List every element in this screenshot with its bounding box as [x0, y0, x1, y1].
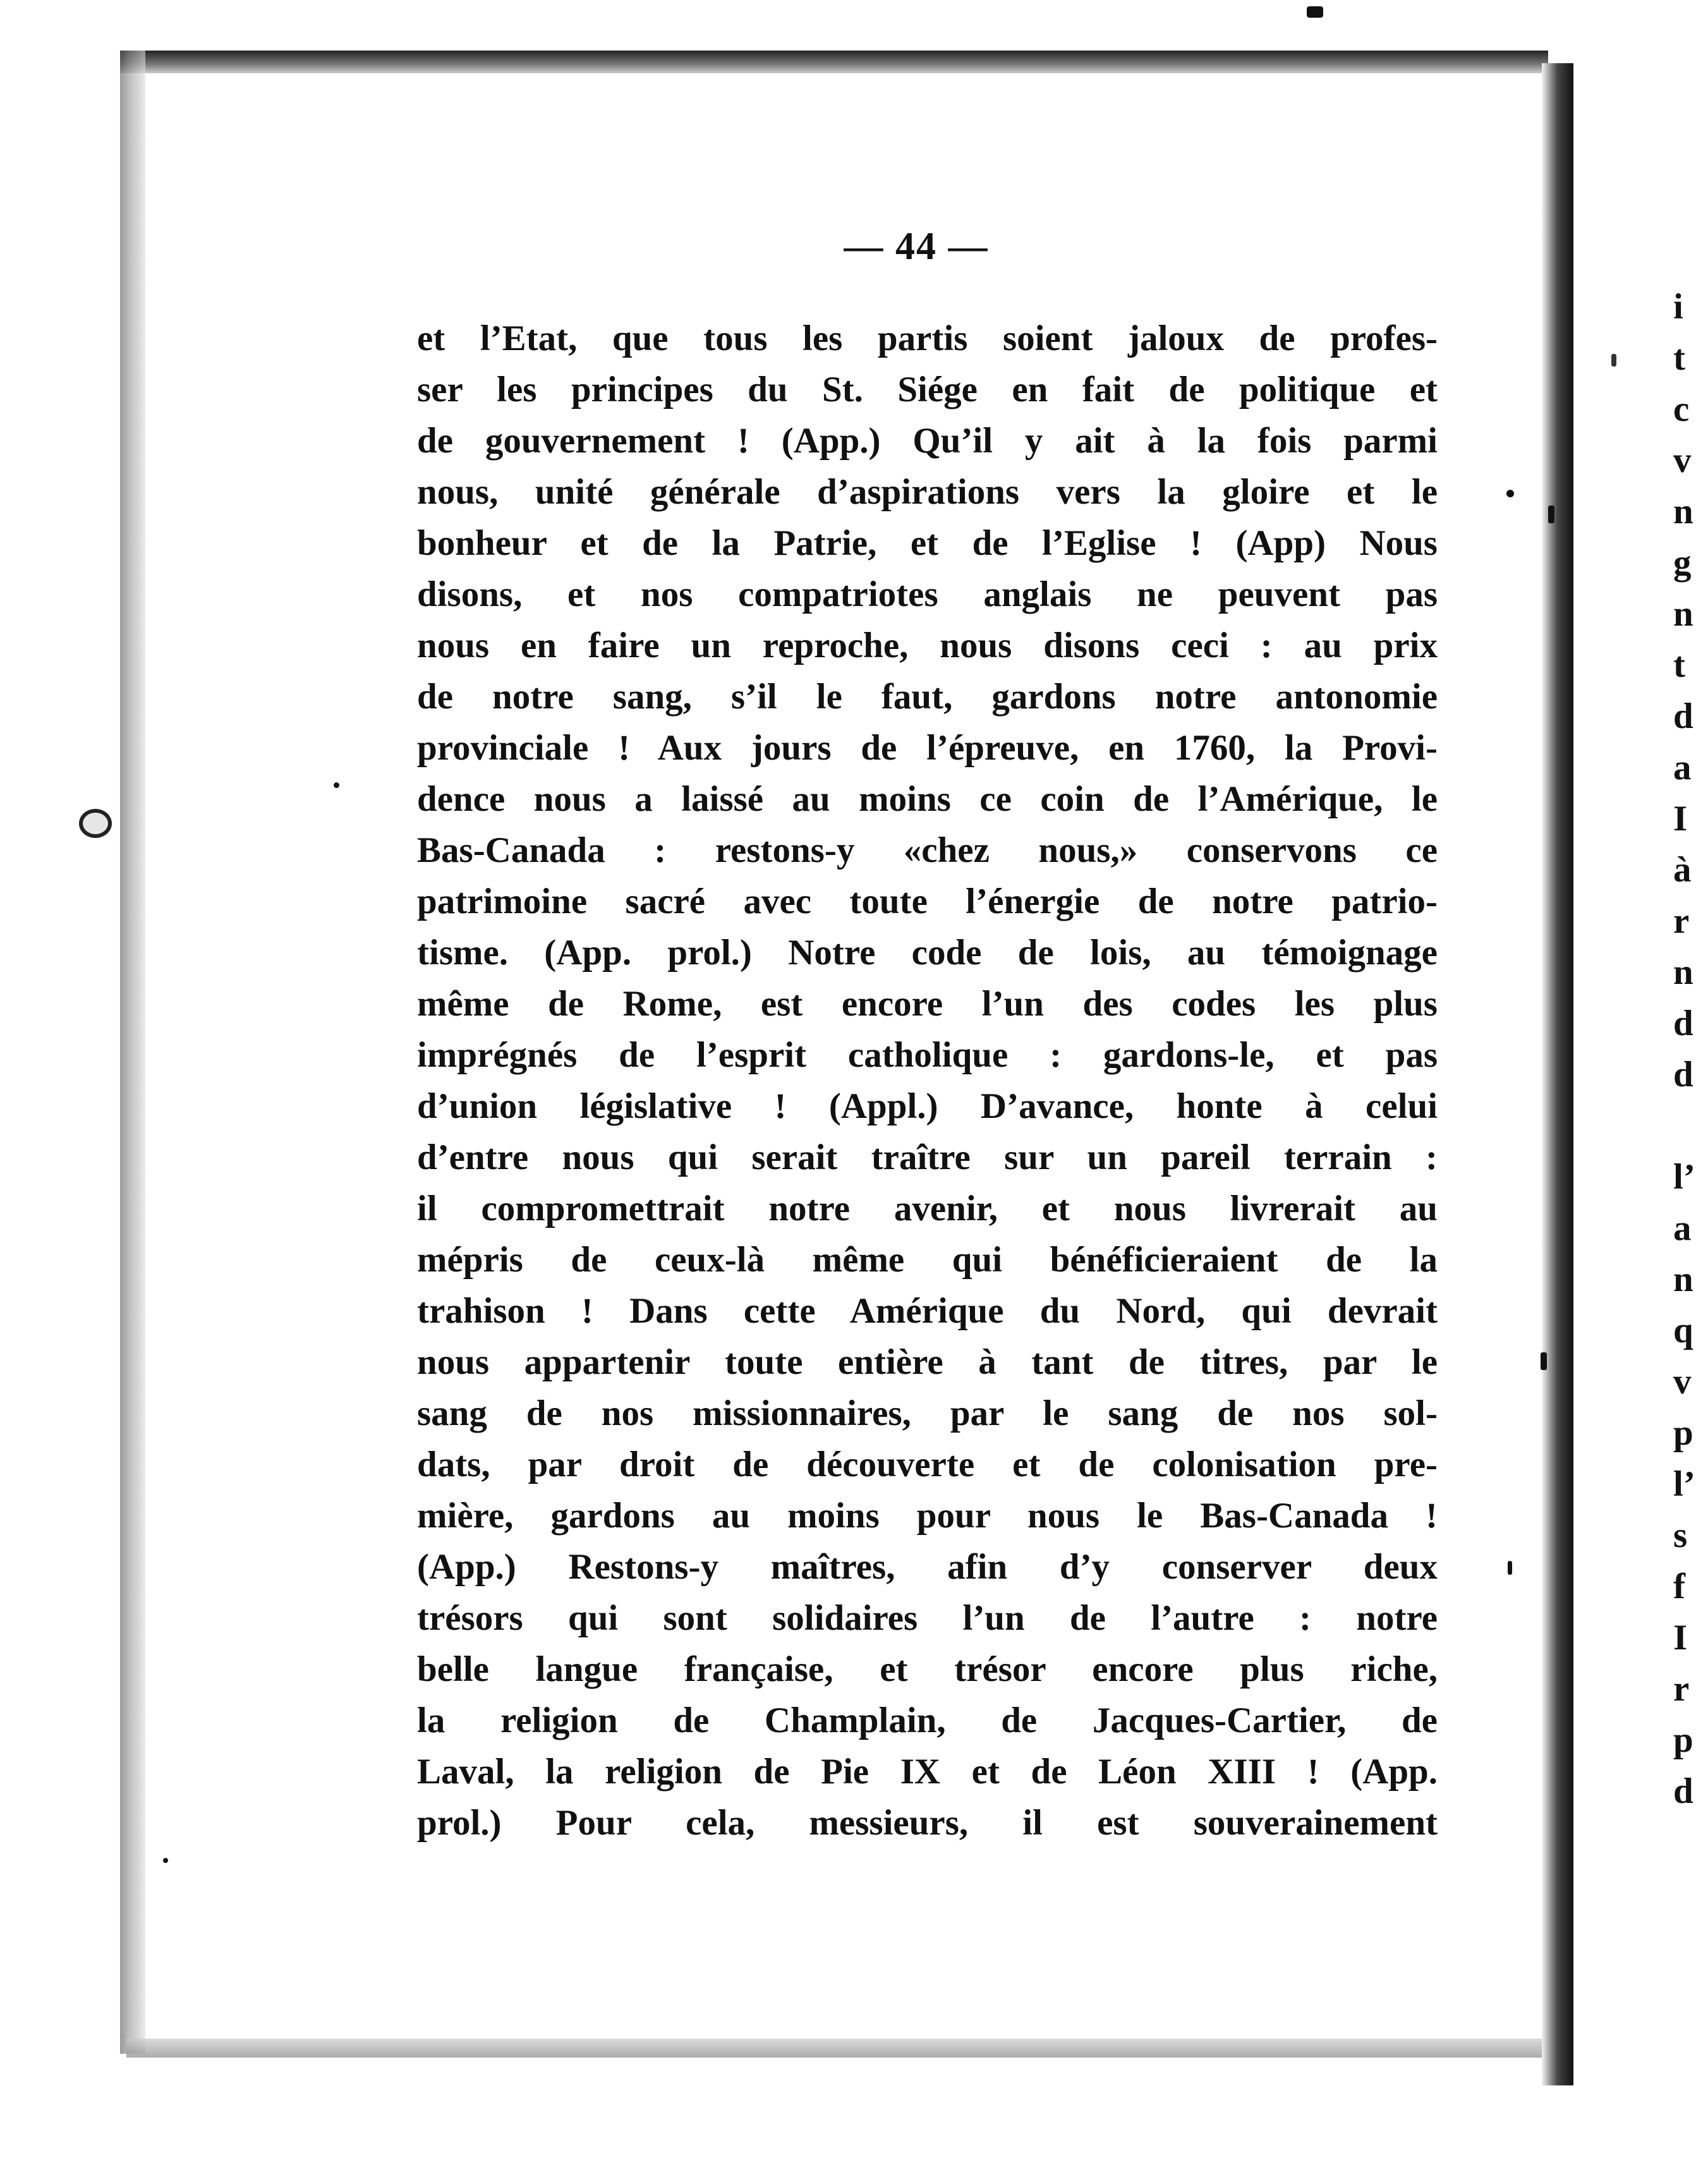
text-line: la religion de Champlain, de Jacques-Cartier, de — [417, 1701, 1438, 1740]
body-text — [417, 313, 1438, 1848]
facing-fragment: r — [1673, 1669, 1690, 1709]
facing-fragment: d — [1673, 1771, 1693, 1811]
text-line: et l’Etat, que tous les partis soient jaloux de profes- — [417, 318, 1438, 358]
facing-fragment: n — [1673, 1259, 1693, 1299]
text-line: dence nous a laissé au moins ce coin de l’Amérique, le — [417, 779, 1438, 819]
book-bottom-edge — [126, 2039, 1548, 2058]
text-line: d’union législative ! (Appl.) D’avance, honte à celui — [417, 1086, 1438, 1126]
text-line: de gouvernement ! (App.) Qu’il y ait à la fois parmi — [417, 421, 1438, 461]
facing-fragment: f — [1673, 1567, 1685, 1606]
facing-fragment: c — [1673, 389, 1690, 429]
text-line: trahison ! Dans cette Amérique du Nord, qui devrait — [417, 1291, 1438, 1331]
facing-fragment: n — [1673, 594, 1693, 634]
facing-fragment: a — [1673, 1208, 1692, 1248]
book-gutter — [1542, 63, 1573, 2085]
facing-fragment: p — [1673, 1413, 1693, 1453]
text-line: prol.) Pour cela, messieurs, il est souverainement — [417, 1803, 1438, 1843]
facing-fragment: p — [1673, 1720, 1693, 1760]
scan-speck — [1307, 6, 1323, 18]
book-left-edge — [120, 51, 145, 2054]
scan-speck — [1611, 354, 1616, 367]
text-line: dats, par droit de découverte et de colonisation pre- — [417, 1445, 1438, 1484]
facing-fragment: t — [1673, 338, 1685, 378]
text-line: il compromettrait notre avenir, et nous livrerait au — [417, 1189, 1438, 1228]
text-line: mépris de ceux-là même qui bénéficieraient de la — [417, 1240, 1438, 1280]
facing-fragment — [1673, 1100, 1696, 1151]
text-line: tisme. (App. prol.) Notre code de lois, au témoignage — [417, 933, 1438, 973]
facing-fragment: r — [1673, 901, 1690, 941]
facing-fragment: g — [1673, 543, 1692, 583]
facing-fragment: à — [1673, 850, 1692, 890]
page-number: — 44 — — [844, 225, 989, 268]
facing-fragment: q — [1673, 1311, 1693, 1350]
text-line: patrimoine sacré avec toute l’énergie de notre patrio- — [417, 882, 1438, 921]
facing-fragment: a — [1673, 748, 1692, 787]
scan-speck — [1541, 1352, 1547, 1370]
facing-fragment: v — [1673, 440, 1692, 480]
facing-fragment: I — [1673, 799, 1688, 839]
facing-fragment: l’ — [1673, 1464, 1695, 1504]
facing-fragment: I — [1673, 1618, 1688, 1658]
text-line: (App.) Restons-y maîtres, afin d’y conserver deux — [417, 1547, 1438, 1587]
facing-fragment: d — [1673, 1004, 1693, 1043]
text-line: bonheur et de la Patrie, et de l’Eglise ! (App) Nous — [417, 523, 1438, 563]
text-line: même de Rome, est encore l’un des codes les plus — [417, 984, 1438, 1024]
book-top-edge — [120, 51, 1548, 73]
text-line: provinciale ! Aux jours de l’épreuve, en 1760, la Provi- — [417, 728, 1438, 768]
text-line: Bas-Canada : restons-y «chez nous,» conservons ce — [417, 830, 1438, 870]
facing-fragment: t — [1673, 645, 1685, 685]
scan-speck — [163, 1858, 168, 1863]
scan-speck — [1506, 490, 1514, 497]
text-line: imprégnés de l’esprit catholique : gardons-le, et pas — [417, 1035, 1438, 1075]
facing-fragment: i — [1673, 287, 1683, 327]
text-line: ser les principes du St. Siége en fait de politique et — [417, 370, 1438, 410]
text-line: nous appartenir toute entière à tant de titres, par le — [417, 1342, 1438, 1382]
facing-fragment: l’ — [1673, 1157, 1695, 1197]
facing-fragment: d — [1673, 696, 1693, 736]
facing-fragment: s — [1673, 1515, 1688, 1555]
text-line: disons, et nos compatriotes anglais ne peuvent pas — [417, 574, 1438, 614]
scan-speck — [334, 782, 339, 788]
scan-speck — [1508, 1561, 1512, 1575]
facing-fragment: v — [1673, 1362, 1692, 1402]
text-line: d’entre nous qui serait traître sur un pareil terrain : — [417, 1138, 1438, 1177]
scan-speck — [79, 809, 112, 838]
text-line: sang de nos missionnaires, par le sang de nos sol- — [417, 1393, 1438, 1433]
text-line: belle langue française, et trésor encore plus riche, — [417, 1649, 1438, 1689]
scan-speck — [1548, 506, 1554, 523]
text-line: trésors qui sont solidaires l’un de l’autre : notre — [417, 1598, 1438, 1638]
text-line: nous en faire un reproche, nous disons ceci : au prix — [417, 626, 1438, 665]
facing-fragment: d — [1673, 1055, 1693, 1095]
facing-page-text — [1673, 281, 1696, 1817]
facing-fragment: n — [1673, 952, 1693, 992]
facing-fragment: n — [1673, 492, 1693, 531]
text-line: Laval, la religion de Pie IX et de Léon XIII ! (App. — [417, 1752, 1438, 1792]
text-line: mière, gardons au moins pour nous le Bas-Canada ! — [417, 1496, 1438, 1536]
text-line: de notre sang, s’il le faut, gardons notre antonomie — [417, 677, 1438, 717]
text-line: nous, unité générale d’aspirations vers la gloire et le — [417, 472, 1438, 512]
